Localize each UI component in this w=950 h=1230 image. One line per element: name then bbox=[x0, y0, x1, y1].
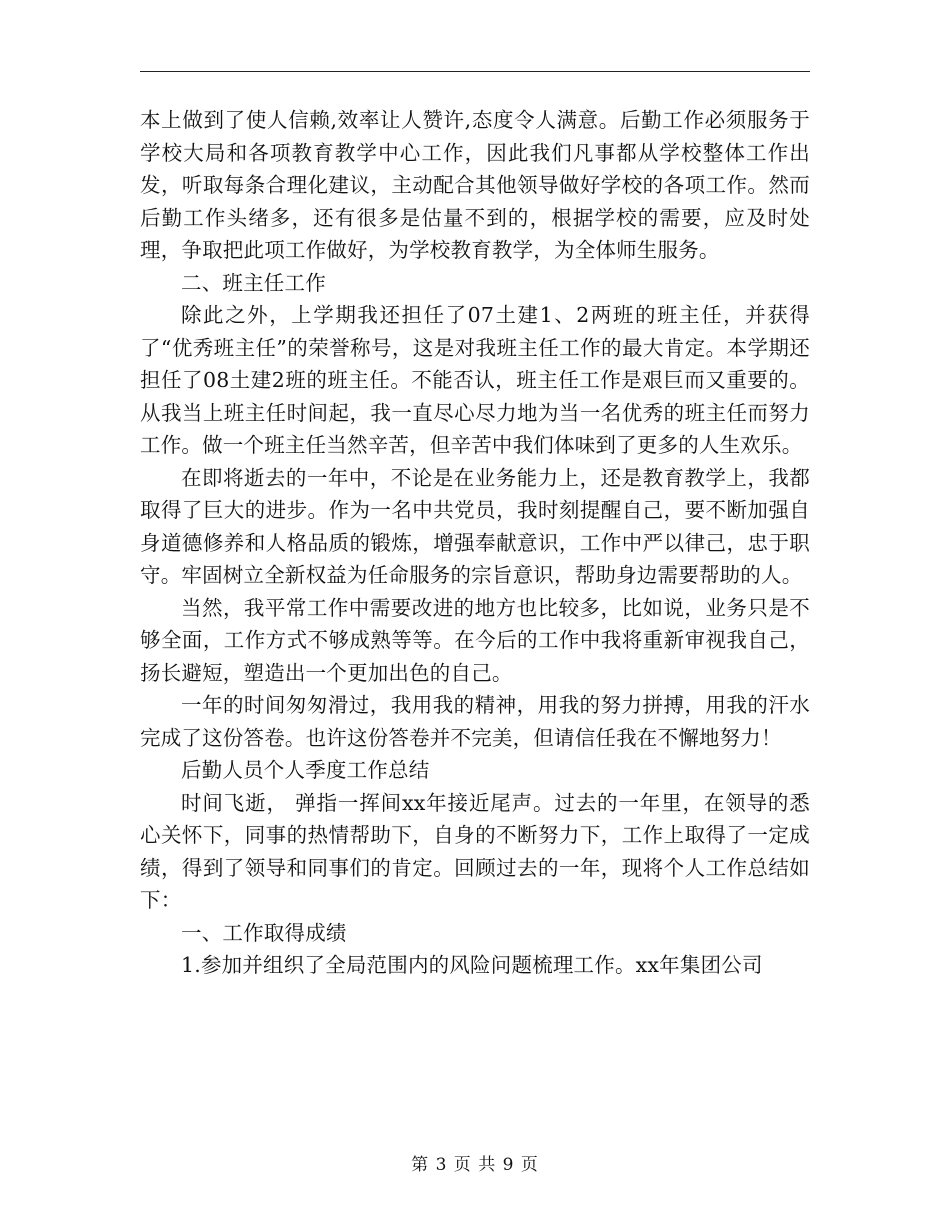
paragraph: 在即将逝去的一年中，不论是在业务能力上，还是教育教学上，我都取得了巨大的进步。作为一名中共党员，我时刻提醒自己，要不断加强自身道德修养和人格品质的锻炼，增强奉献意识，工作中严以律己，忠于职守。牢固树立全新权益为任命服务的宗旨意识，帮助身边需要帮助的人。 bbox=[140, 465, 810, 587]
paragraph: 除此之外，上学期我还担任了07土建1、2两班的班主任，并获得了“优秀班主任”的荣誉称号，这是对我班主任工作的最大肯定。本学期还担任了08土建2班的班主任。不能否认，班主任工作是艰巨而又重要的。从我当上班主任时间起，我一直尽心尽力地为当一名优秀的班主任而努力工作。做一个班主任当然辛苦，但辛苦中我们体味到了更多的人生欢乐。 bbox=[140, 303, 810, 457]
section-heading-achievements: 一、工作取得成绩 bbox=[181, 920, 347, 945]
paragraph: 时间飞逝， 弹指一挥间xx年接近尾声。过去的一年里，在领导的悉心关怀下，同事的热情帮助下，自身的不断努力下，工作上取得了一定成绩，得到了领导和同事们的肯定。回顾过去的一年，现将个人工作总结如下： bbox=[140, 790, 810, 912]
paragraph: 当然，我平常工作中需要改进的地方也比较多，比如说，业务只是不够全面，工作方式不够成熟等等。在今后的工作中我将重新审视我自己，扬长避短，塑造出一个更加出色的自己。 bbox=[140, 595, 810, 685]
paragraph-continuation: 本上做到了使人信赖,效率让人赞许,态度令人满意。后勤工作必须服务于学校大局和各项教育教学中心工作，因此我们凡事都从学校整体工作出发，听取每条合理化建议，主动配合其他领导做好学校的各项工作。然而后勤工作头绪多，还有很多是估量不到的，根据学校的需要，应及时处理，争取把此项工作做好，为学校教育教学，为全体师生服务。 bbox=[140, 108, 810, 262]
page-number-footer: 第 3 页 共 9 页 bbox=[411, 1155, 539, 1175]
header-rule bbox=[140, 71, 810, 72]
paragraph: 1.参加并组织了全局范围内的风险问题梳理工作。xx年集团公司 bbox=[181, 953, 763, 977]
document-body bbox=[140, 104, 810, 982]
paragraph: 一年的时间匆匆滑过，我用我的精神，用我的努力拼搏，用我的汗水完成了这份答卷。也许这份答卷并不完美，但请信任我在不懈地努力！ bbox=[140, 693, 810, 750]
document-subtitle: 后勤人员个人季度工作总结 bbox=[181, 758, 430, 782]
section-heading-class-teacher: 二、班主任工作 bbox=[181, 270, 326, 295]
